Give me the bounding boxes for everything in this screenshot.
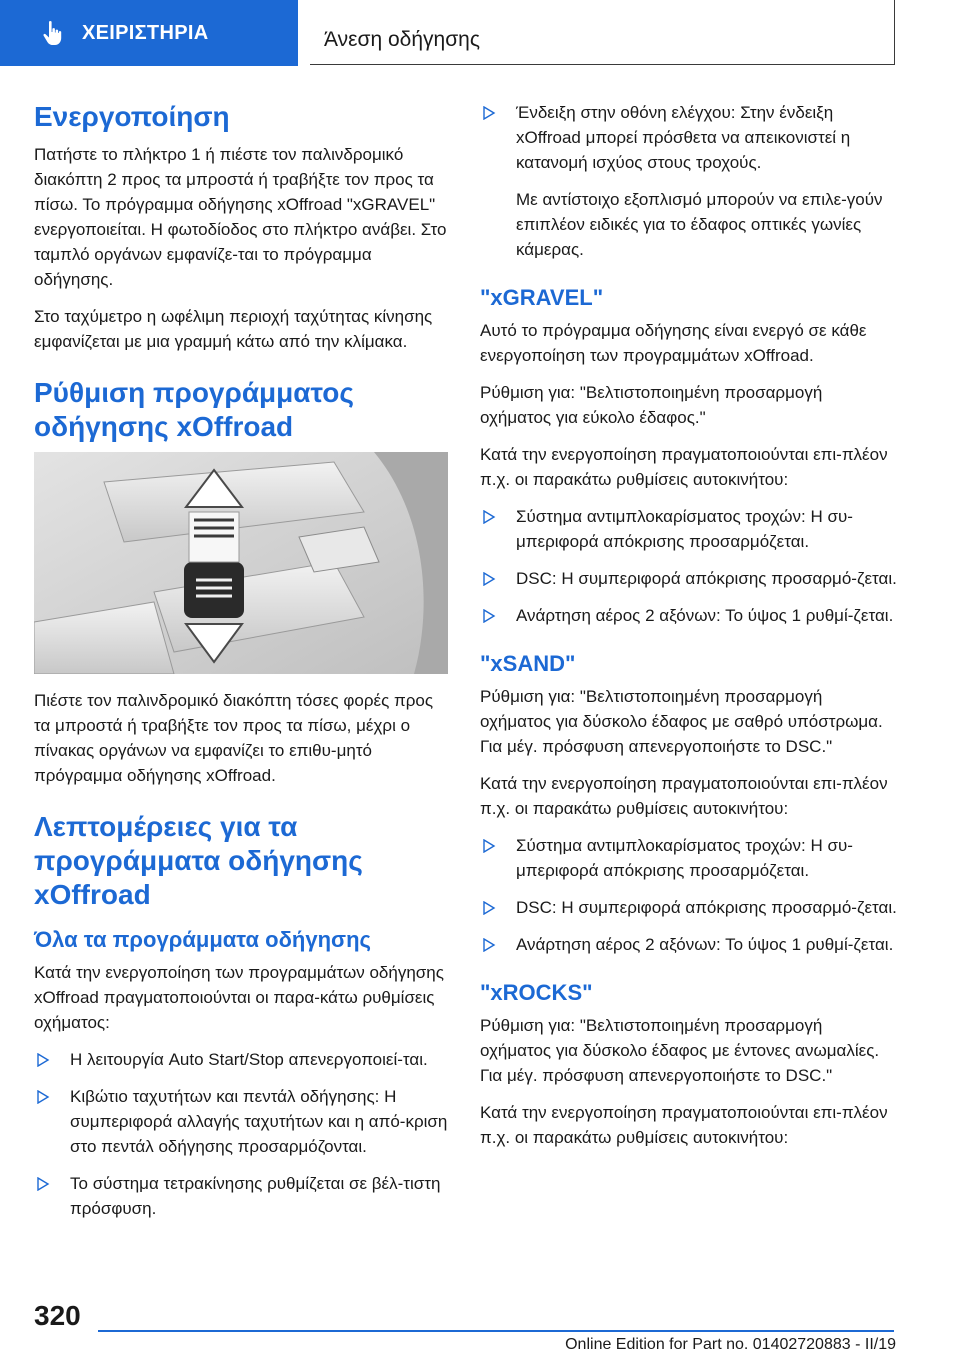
list-item xyxy=(34,1171,452,1221)
hand-pointer-icon xyxy=(38,18,68,48)
list-item xyxy=(480,932,898,957)
heading-xrocks: "xROCKS" xyxy=(480,980,593,1005)
rocker-switch-figure xyxy=(34,452,448,674)
list-item xyxy=(480,100,898,175)
paragraph: Πιέστε τον παλινδρομικό διακόπτη τόσες φορές προς τα μπροστά ή τραβήξτε τον προς τα πίσω, μέχρι ο πίνακας οργάνων να εμφανίζει το επιθυ-μητό πρόγραμμα οδήγησης xOffroad. xyxy=(34,691,434,785)
footer-divider xyxy=(98,1330,894,1332)
paragraph: Αυτό το πρόγραμμα οδήγησης είναι ενεργό σε κάθε ενεργοποίηση των προγραμμάτων xOffroad. xyxy=(480,321,867,365)
paragraph: Πατήστε το πλήκτρο 1 ή πιέστε τον παλινδρομικό διακόπτη 2 προς τα μπροστά ή τραβήξτε τον προς τα πίσω. Το πρόγραμμα οδήγησης xOffroad "xGRAVEL" ενεργοποιείται. Η φωτοδίοδος στο πλήκτρο ανάβει. Στο ταμπλό οργάνων εμφανίζε-ται το πρόγραμμα οδήγησης. xyxy=(34,145,447,289)
paragraph: Κατά την ενεργοποίηση πραγματοποιούνται επι-πλέον π.χ. οι παρακάτω ρυθμίσεις αυτοκινήτου: xyxy=(480,445,888,489)
page-header xyxy=(0,0,960,66)
triangle-bullet-icon xyxy=(482,510,496,524)
paragraph: Ρύθμιση για: "Βελτιστοποιημένη προσαρμογή οχήματος για εύκολο έδαφος." xyxy=(480,383,823,427)
paragraph: Με αντίστοιχο εξοπλισμό μπορούν να επιλε-γούν επιπλέον ειδικές για το έδαφος οπτικές γωνίες κάμερας. xyxy=(516,190,883,259)
section-tab[interactable] xyxy=(0,0,298,66)
paragraph: Κατά την ενεργοποίηση πραγματοποιούνται επι-πλέον π.χ. οι παρακάτω ρυθμίσεις αυτοκινήτου: xyxy=(480,774,888,818)
heading-details: Λεπτομέρειες για τα προγράμματα οδήγησης xOffroad xyxy=(34,811,363,910)
list-item xyxy=(34,1047,452,1072)
triangle-bullet-icon xyxy=(36,1177,50,1191)
heading-xsand: "xSAND" xyxy=(480,651,576,676)
all-programs-list xyxy=(34,1047,452,1221)
list-item-text: Το σύστημα τετρακίνησης ρυθμίζεται σε βέλ-τιστη πρόσφυση. xyxy=(70,1174,441,1218)
list-item xyxy=(480,603,898,628)
paragraph: Κατά την ενεργοποίηση των προγραμμάτων οδήγησης xOffroad πραγματοποιούνται οι παρα-κάτω ρυθμίσεις οχήματος: xyxy=(34,963,444,1032)
chapter-header xyxy=(310,0,895,65)
console-illustration xyxy=(34,452,448,674)
heading-all-programs: Όλα τα προγράμματα οδήγησης xyxy=(34,927,371,952)
page-number: 320 xyxy=(34,1300,81,1331)
triangle-bullet-icon xyxy=(482,839,496,853)
heading-xgravel: "xGRAVEL" xyxy=(480,285,604,310)
section-title: ΧΕΙΡΙΣΤΗΡΙΑ xyxy=(82,21,209,44)
heading-setting: Ρύθμιση προγράμματος οδήγησης xOffroad xyxy=(34,377,354,442)
list-item-text: DSC: Η συμπεριφορά απόκρισης προσαρμό-ζεται. xyxy=(516,898,897,917)
xgravel-list xyxy=(480,504,898,628)
list-item-text: Ένδειξη στην οθόνη ελέγχου: Στην ένδειξη xOffroad μπορεί πρόσθετα να απεικονιστεί η κατανομή ισχύος στους τροχούς. xyxy=(516,103,851,172)
footer-edition: Online Edition for Part no. 01402720883 - II/19 xyxy=(565,1336,896,1353)
right-column xyxy=(480,100,898,1162)
list-item xyxy=(480,895,898,920)
list-item xyxy=(480,566,898,591)
paragraph: Στο ταχύμετρο η ωφέλιμη περιοχή ταχύτητας κίνησης εμφανίζεται με μια γραμμή κάτω από την κλίμακα. xyxy=(34,307,433,351)
paragraph: Κατά την ενεργοποίηση πραγματοποιούνται επι-πλέον π.χ. οι παρακάτω ρυθμίσεις αυτοκινήτου: xyxy=(480,1103,888,1147)
list-item xyxy=(480,833,898,883)
list-item-text: Ανάρτηση αέρος 2 αξόνων: Το ύψος 1 ρυθμί-ζεται. xyxy=(516,606,894,625)
triangle-bullet-icon xyxy=(482,106,496,120)
triangle-bullet-icon xyxy=(36,1090,50,1104)
triangle-bullet-icon xyxy=(482,572,496,586)
triangle-bullet-icon xyxy=(482,901,496,915)
list-item xyxy=(480,504,898,554)
list-item-text: Σύστημα αντιμπλοκαρίσματος τροχών: Η συ-μπεριφορά απόκρισης προσαρμόζεται. xyxy=(516,836,853,880)
list-item-text: DSC: Η συμπεριφορά απόκρισης προσαρμό-ζεται. xyxy=(516,569,897,588)
list-item xyxy=(34,1084,452,1159)
paragraph: Ρύθμιση για: "Βελτιστοποιημένη προσαρμογή οχήματος για δύσκολο έδαφος με σαθρό υπόστρωμα. Για μέγ. πρόσφυση απενεργοποιήστε το DSC." xyxy=(480,687,883,756)
paragraph: Ρύθμιση για: "Βελτιστοποιημένη προσαρμογή οχήματος για δύσκολο έδαφος με έντονες ανωμαλίες. Για μέγ. πρόσφυση απενεργοποιήστε το DSC." xyxy=(480,1016,880,1085)
left-column xyxy=(34,100,452,1233)
xsand-list xyxy=(480,833,898,957)
triangle-bullet-icon xyxy=(482,609,496,623)
list-item-text: Ανάρτηση αέρος 2 αξόνων: Το ύψος 1 ρυθμί-ζεται. xyxy=(516,935,894,954)
triangle-bullet-icon xyxy=(482,938,496,952)
list-item-text: Σύστημα αντιμπλοκαρίσματος τροχών: Η συ-μπεριφορά απόκρισης προσαρμόζεται. xyxy=(516,507,853,551)
list-item-text: Η λειτουργία Auto Start/Stop απενεργοποιεί-ται. xyxy=(70,1050,428,1069)
chapter-title: Άνεση οδήγησης xyxy=(324,28,480,51)
heading-activation: Ενεργοποίηση xyxy=(34,101,230,132)
display-list xyxy=(480,100,898,175)
triangle-bullet-icon xyxy=(36,1053,50,1067)
list-item-text: Κιβώτιο ταχυτήτων και πεντάλ οδήγησης: Η συμπεριφορά αλλαγής ταχυτήτων και η από-κριση στο πεντάλ οδήγησης προσαρμόζονται. xyxy=(70,1087,448,1156)
